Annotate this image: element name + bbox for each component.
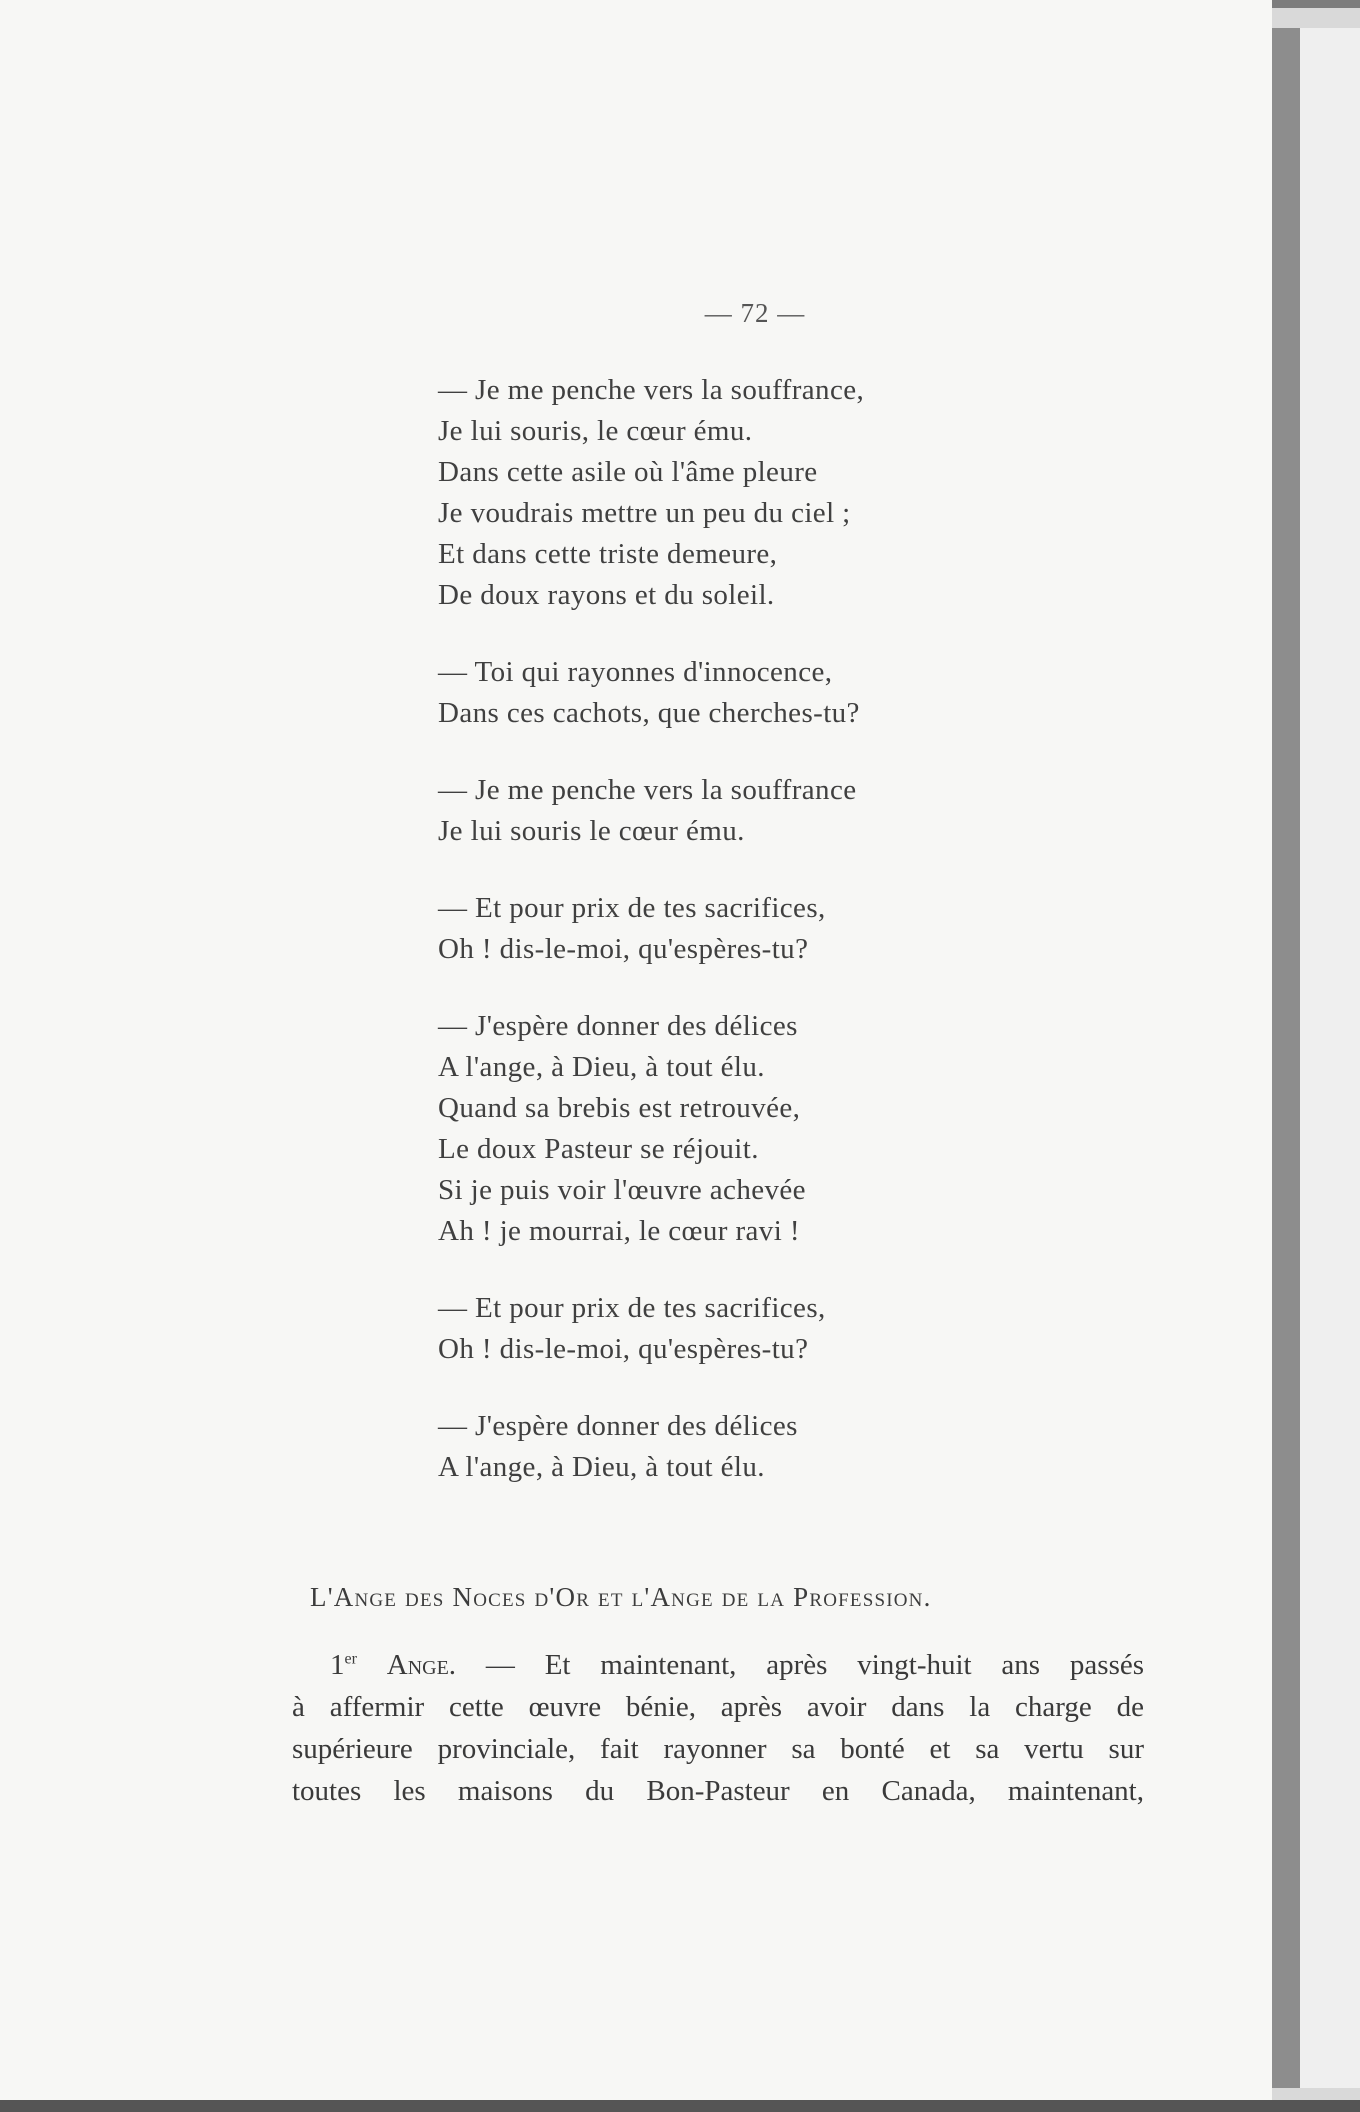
poem-line: Et dans cette triste demeure, (438, 538, 778, 570)
poem-line: Si je puis voir l'œuvre achevée (438, 1174, 806, 1206)
poem-line: Je lui souris, le cœur ému. (438, 415, 753, 447)
poem-stanza (438, 1406, 998, 1488)
poem-line: — J'espère donner des délices (438, 1010, 798, 1042)
section-heading: L'Ange des Noces d'Or et l'Ange de la Profession. (310, 1582, 932, 1612)
prose-line: supérieure provinciale, fait rayonner sa bonté et sa vertu sur (292, 1733, 1144, 1765)
prose-paragraph (292, 1644, 1144, 1812)
prose-line: toutes les maisons du Bon-Pasteur en Canada, maintenant, (292, 1775, 1144, 1807)
poem-line: Je voudrais mettre un peu du ciel ; (438, 497, 851, 529)
poem (438, 370, 998, 1524)
poem-line: Oh ! dis-le-moi, qu'espères-tu? (438, 933, 809, 965)
poem-line: — Je me penche vers la souffrance (438, 774, 857, 806)
poem-line: — Et pour prix de tes sacrifices, (438, 1292, 826, 1324)
poem-line: Le doux Pasteur se réjouit. (438, 1133, 759, 1165)
poem-line: A l'ange, à Dieu, à tout élu. (438, 1451, 765, 1483)
prose-text: — Et maintenant, après vingt-huit ans passés (485, 1649, 1145, 1681)
poem-stanza (438, 652, 998, 734)
poem-line: A l'ange, à Dieu, à tout élu. (438, 1051, 765, 1083)
prose-line: à affermir cette œuvre bénie, après avoir dans la charge de (292, 1691, 1144, 1723)
poem-line: — J'espère donner des délices (438, 1410, 798, 1442)
poem-stanza (438, 888, 998, 970)
poem-line: — Et pour prix de tes sacrifices, (438, 892, 826, 924)
poem-line: Quand sa brebis est retrouvée, (438, 1092, 801, 1124)
speaker-superscript: er (344, 1650, 357, 1668)
poem-line: De doux rayons et du soleil. (438, 579, 775, 611)
page-edge-shadow (1272, 28, 1300, 2088)
poem-line: Ah ! je mourrai, le cœur ravi ! (438, 1215, 800, 1247)
prose-line (292, 1644, 1144, 1686)
scan-bottom-edge (0, 2100, 1360, 2112)
speaker-number: 1 (330, 1649, 345, 1681)
poem-stanza (438, 370, 998, 616)
poem-stanza (438, 1288, 998, 1370)
poem-line: Je lui souris le cœur ému. (438, 815, 745, 847)
poem-line: Dans ces cachots, que cherches-tu? (438, 697, 860, 729)
page-number: — 72 — (704, 298, 806, 328)
poem-stanza (438, 1006, 998, 1252)
poem-stanza (438, 770, 998, 852)
poem-line: — Toi qui rayonnes d'innocence, (438, 656, 833, 688)
poem-line: — Je me penche vers la souffrance, (438, 374, 865, 406)
scan-background-strip (1300, 28, 1360, 2088)
poem-line: Oh ! dis-le-moi, qu'espères-tu? (438, 1333, 809, 1365)
speaker-label: Ange. (386, 1649, 457, 1681)
poem-line: Dans cette asile où l'âme pleure (438, 456, 818, 488)
